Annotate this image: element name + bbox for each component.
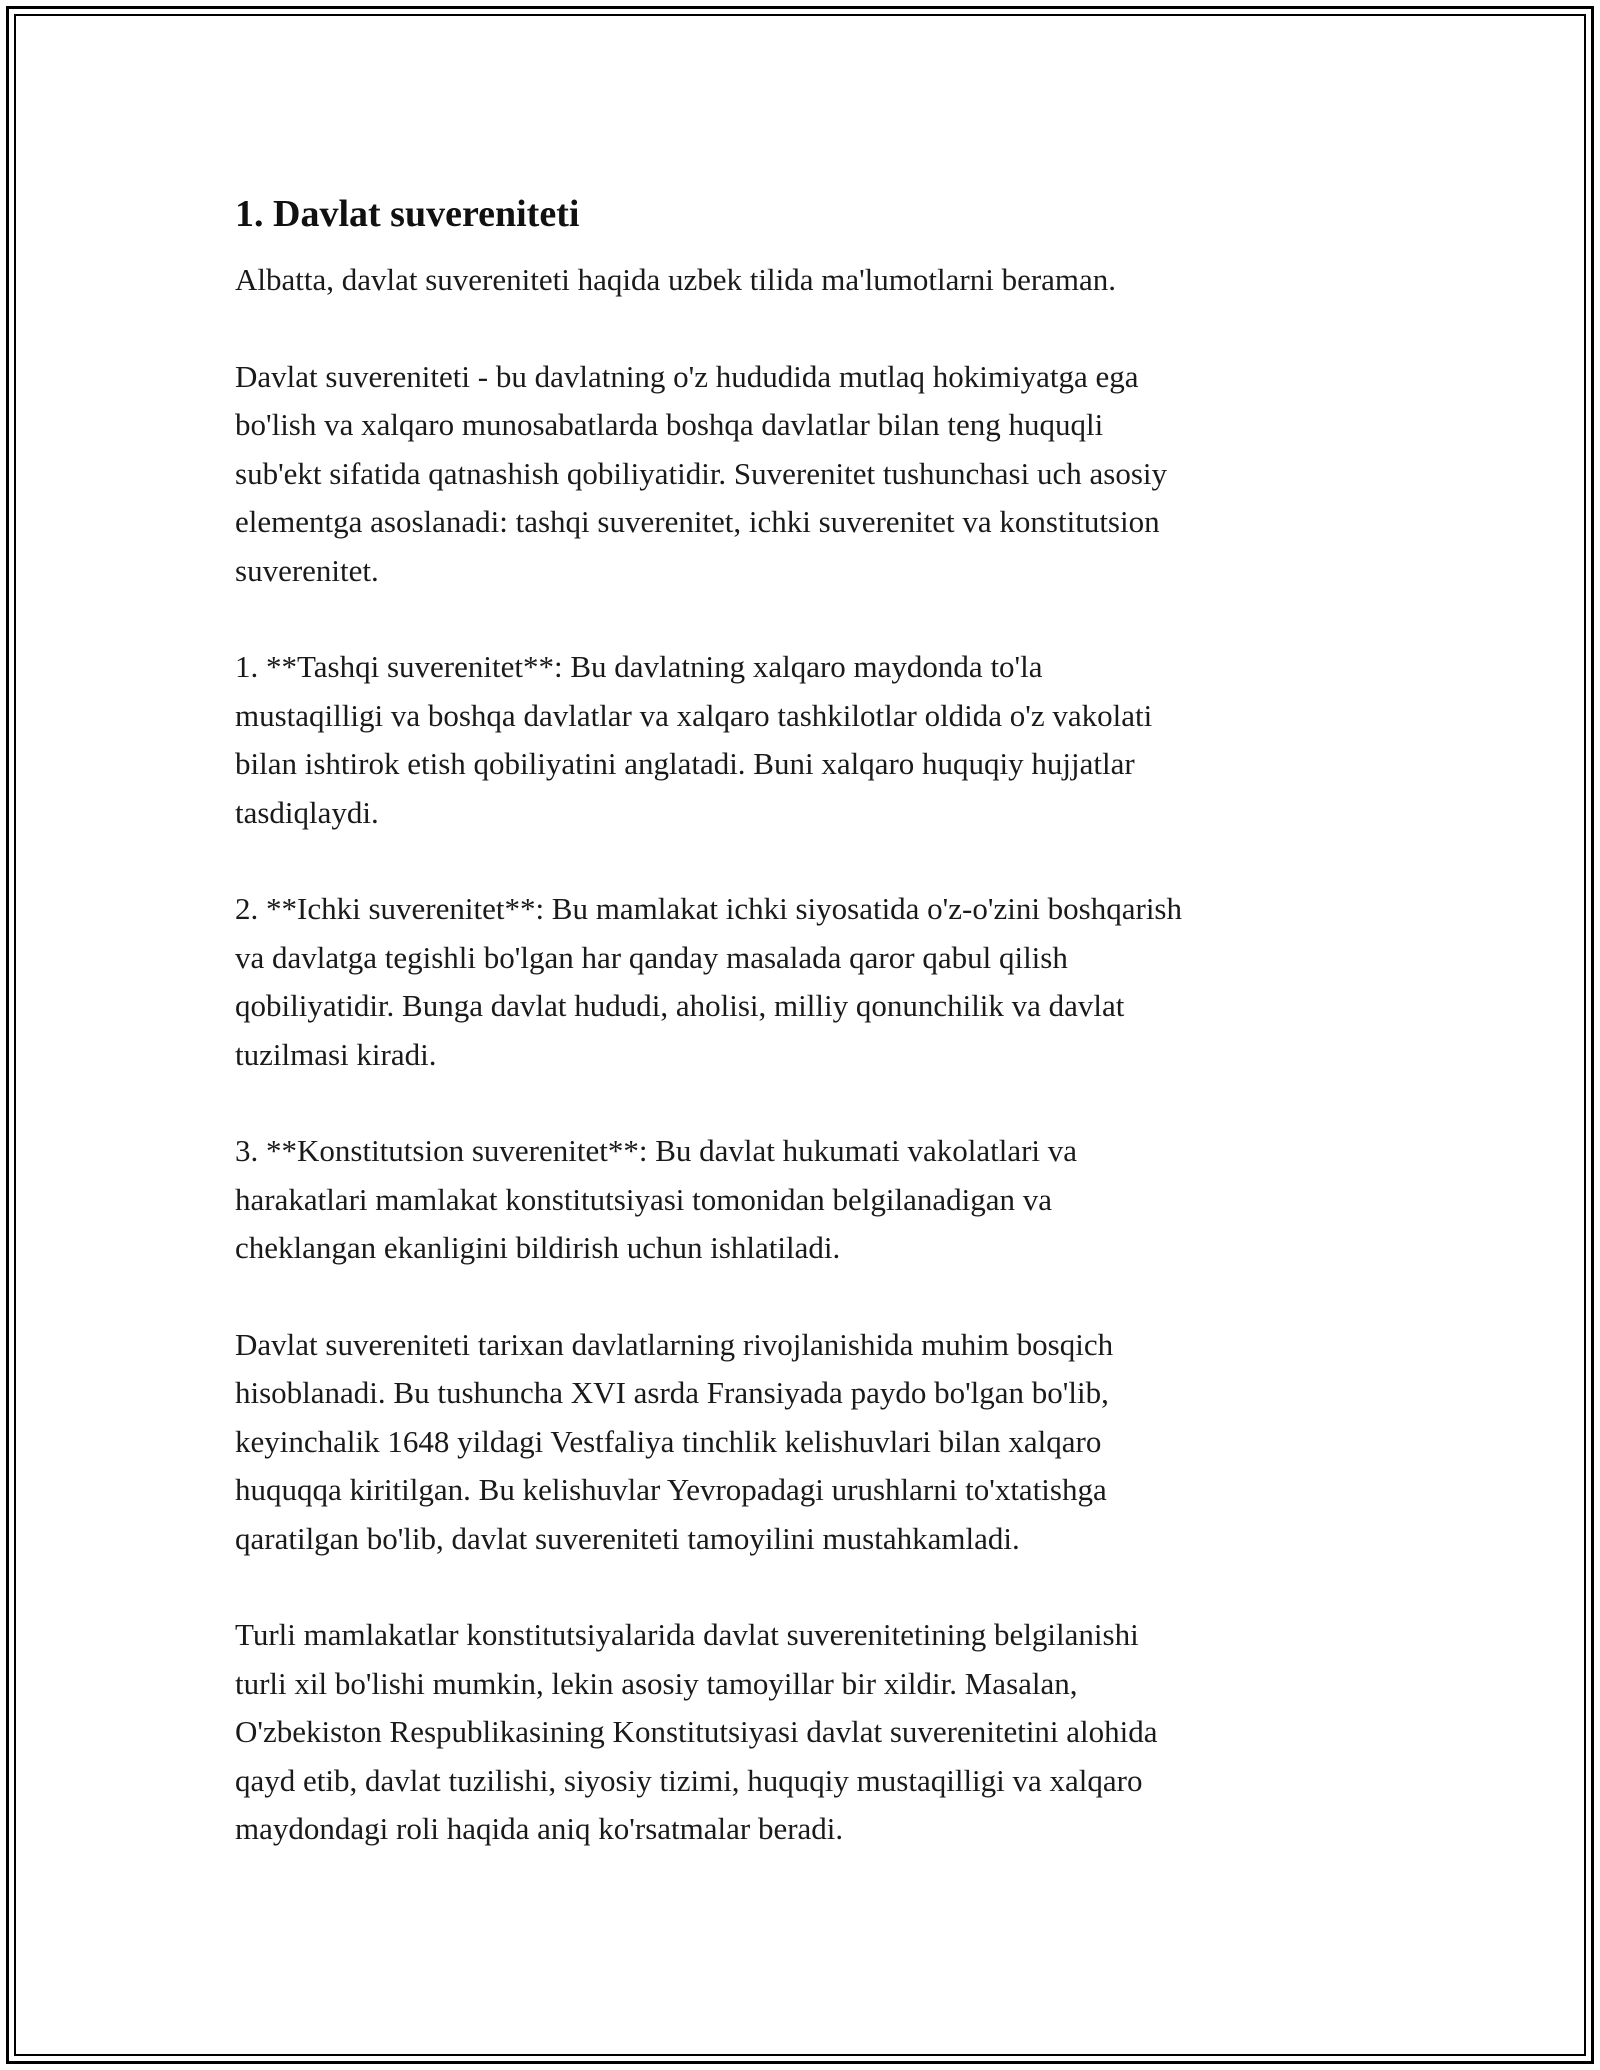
document-body	[235, 256, 1385, 1854]
text-line: 3. **Konstitutsion suverenitet**: Bu davlat hukumati vakolatlari va	[235, 1133, 1078, 1168]
paragraph	[235, 1127, 1385, 1273]
text-line: va davlatga tegishli bo'lgan har qanday masalada qaror qabul qilish	[235, 939, 1068, 975]
paragraph	[235, 1321, 1385, 1564]
text-line: Albatta, davlat suvereniteti haqida uzbek tilida ma'lumotlarni beraman.	[235, 262, 1117, 297]
text-line: Davlat suvereniteti - bu davlatning o'z hududida mutlaq hokimiyatga ega	[235, 358, 1139, 394]
text-line: hisoblanadi. Bu tushuncha XVI asrda Fransiyada paydo bo'lgan bo'lib,	[235, 1375, 1109, 1410]
text-line: sub'ekt sifatida qatnashish qobiliyatidir. Suverenitet tushunchasi uch asosiy	[235, 455, 1167, 491]
text-line: Davlat suvereniteti tarixan davlatlarning rivojlanishida muhim bosqich	[235, 1326, 1114, 1362]
text-line: 2. **Ichki suverenitet**: Bu mamlakat ichki siyosatida o'z-o'zini boshqarish	[235, 891, 1182, 926]
paragraph	[235, 256, 1385, 305]
text-line: 1. **Tashqi suverenitet**: Bu davlatning xalqaro maydonda to'la	[235, 649, 1043, 684]
text-line: bilan ishtirok etish qobiliyatini anglatadi. Buni xalqaro huquqiy hujjatlar	[235, 746, 1135, 781]
paragraph	[235, 353, 1385, 596]
paragraph	[235, 885, 1385, 1079]
text-line: Turli mamlakatlar konstitutsiyalarida davlat suverenitetining belgilanishi	[235, 1617, 1139, 1652]
text-line: cheklangan ekanligini bildirish uchun ishlatiladi.	[235, 1230, 841, 1265]
text-line: qaratilgan bo'lib, davlat suvereniteti tamoyilini mustahkamladi.	[235, 1520, 1020, 1556]
text-line: turli xil bo'lishi mumkin, lekin asosiy tamoyillar bir xildir. Masalan,	[235, 1665, 1078, 1701]
document-title: 1. Davlat suvereniteti	[235, 193, 580, 235]
text-line: keyinchalik 1648 yildagi Vestfaliya tinchlik kelishuvlari bilan xalqaro	[235, 1423, 1102, 1459]
text-line: elementga asoslanadi: tashqi suverenitet, ichki suverenitet va konstitutsion	[235, 504, 1160, 539]
text-line: mustaqilligi va boshqa davlatlar va xalqaro tashkilotlar oldida o'z vakolati	[235, 697, 1153, 733]
paragraph	[235, 643, 1385, 837]
text-line: O'zbekiston Respublikasining Konstitutsiyasi davlat suverenitetini alohida	[235, 1714, 1158, 1749]
text-line: qobiliyatidir. Bunga davlat hududi, aholisi, milliy qonunchilik va davlat	[235, 988, 1125, 1023]
text-line: tasdiqlaydi.	[235, 794, 379, 830]
text-line: qayd etib, davlat tuzilishi, siyosiy tizimi, huquqiy mustaqilligi va xalqaro	[235, 1762, 1143, 1798]
text-line: harakatlari mamlakat konstitutsiyasi tomonidan belgilanadigan va	[235, 1181, 1052, 1217]
text-line: tuzilmasi kiradi.	[235, 1036, 437, 1072]
text-line: suverenitet.	[235, 552, 379, 588]
paragraph	[235, 1611, 1385, 1854]
text-line: bo'lish va xalqaro munosabatlarda boshqa davlatlar bilan teng huquqli	[235, 407, 1104, 442]
text-line: huquqqa kiritilgan. Bu kelishuvlar Yevropadagi urushlarni to'xtatishga	[235, 1472, 1107, 1507]
text-line: maydondagi roli haqida aniq ko'rsatmalar beradi.	[235, 1811, 844, 1846]
document-page	[235, 186, 1385, 1902]
